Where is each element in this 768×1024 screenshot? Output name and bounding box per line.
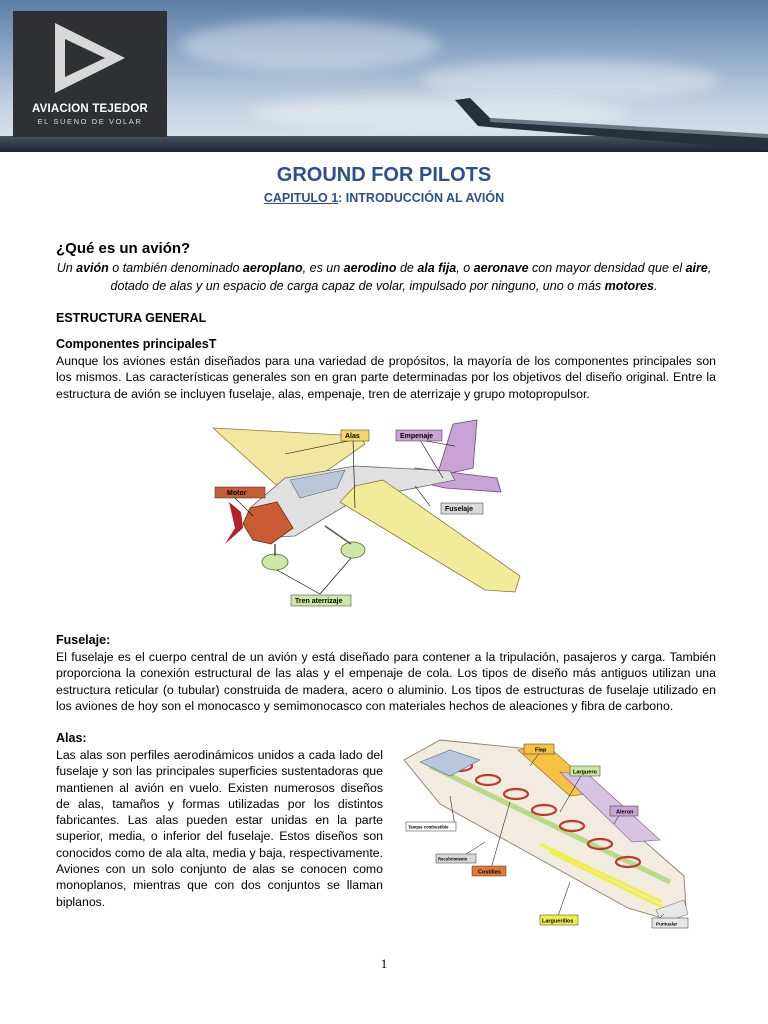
page-number: 1 [380, 956, 388, 971]
def-text: o también denominado [108, 261, 243, 275]
label-fuselaje: Fuselaje [445, 506, 474, 513]
def-term: aeronave [473, 261, 529, 275]
def-term: aerodino [343, 261, 397, 275]
def-text: con mayor densidad que el [528, 261, 686, 275]
label-puntualar: Puntualar [656, 921, 678, 927]
wings-heading: Alas: [56, 731, 87, 745]
components-paragraph: Aunque los aviones están diseñados para una variedad de propósitos, la mayoría de los componentes principales son los mismos. Las características generales son en gran parte determinadas por los objetivos del diseño original. Entre la estructura de avión se incluyen fuselaje, alas, empenaje, tren de aterrizaje y grupo motopropulsor. [56, 354, 716, 401]
chapter-subtitle [0, 191, 768, 205]
fuselage-heading: Fuselaje: [56, 633, 111, 647]
def-term: motores [604, 279, 654, 293]
fuselage-paragraph: El fuselaje es el cuerpo central de un avión y está diseñado para contener a la tripulación, pasajeros y carga. También proporciona la conexión estructural de las alas y el empenaje de cola. Los tipos de diseño más antiguos utilizan una estructura reticular (o tubular) construida de madera, acero o aluminio. Los tipos de estructuras de fuselaje utilizado en los aviones de hoy son el monocasco y semimonocasco con materiales hechos de aleaciones y fibra de carbono. [56, 650, 716, 713]
chapter-number: CAPITULO 1 [263, 191, 339, 205]
what-heading: ¿Qué es un avión? [56, 240, 191, 257]
wing-right [340, 480, 520, 592]
label-flap: Flap [535, 747, 547, 754]
label-alas: Alas [345, 433, 360, 440]
def-term: aeroplano [242, 261, 303, 275]
logo [13, 11, 167, 137]
label-tanque: Tanque combustible [408, 824, 449, 830]
def-text: . [653, 279, 658, 293]
logo-tagline: EL SUENO DE VOLAR [37, 117, 143, 126]
def-text: , dotado de alas y un espacio de carga capaz de volar, impulsado por ninguno, uno o más [110, 261, 712, 293]
label-larguero: Larguero [573, 769, 597, 776]
label-motor: Motor [227, 490, 247, 497]
leader-line [320, 558, 351, 594]
label-aleron: Aleron [616, 809, 634, 816]
def-text: Un [56, 261, 77, 275]
label-tren: Tren aterrizaje [295, 598, 343, 605]
logo-triangle-icon [13, 11, 167, 101]
page-title: GROUND FOR PILOTS [276, 164, 492, 186]
label-costillas: Costillas [478, 869, 501, 876]
def-text: , o [456, 261, 474, 275]
label-larguerillos: Larguerillos [542, 918, 574, 925]
gear-strut [325, 526, 351, 544]
chapter-separator: : [338, 191, 346, 205]
definition-paragraph [56, 259, 712, 295]
leader-line [277, 570, 320, 594]
gear-wheel-main [341, 542, 365, 558]
def-text: de [396, 261, 418, 275]
gear-wheel-front [262, 554, 288, 570]
vertical-tail [437, 420, 477, 476]
label-recubrimiento: Recubrimiento [438, 856, 468, 862]
def-term: avión [76, 261, 109, 275]
leader-line [415, 486, 430, 506]
wing-structure-diagram [400, 732, 700, 932]
propeller [225, 502, 243, 544]
components-subheading: Componentes principalesT [56, 337, 217, 351]
def-term: ala fija [417, 261, 457, 275]
leader-line [558, 882, 570, 916]
logo-name: AVIACION TEJEDOR [31, 103, 149, 115]
chapter-name: INTRODUCCIÓN AL AVIÓN [345, 191, 505, 205]
label-empenaje: Empenaje [400, 433, 434, 440]
structure-heading: ESTRUCTURA GENERAL [56, 311, 207, 325]
airplane-diagram [205, 416, 530, 610]
def-term: aire [685, 261, 708, 275]
wings-paragraph: Las alas son perfiles aerodinámicos unidos a cada lado del fuselaje y son las principales superficies sustentadoras que mantienen al avión en vuelo. Existen numerosos diseños de alas, tamaños y formas utilizadas por los distintos fabricantes. Las alas pueden estar unidas en la parte superior, media, o inferior del fuselaje. Estos diseños son conocidos como de ala alta, media y baja, respectivamente. Aviones con un solo conjunto de alas se conocen como monoplanos, mientras que con dos conjuntos se llaman biplanos. [56, 748, 383, 909]
def-text: , es un [302, 261, 344, 275]
